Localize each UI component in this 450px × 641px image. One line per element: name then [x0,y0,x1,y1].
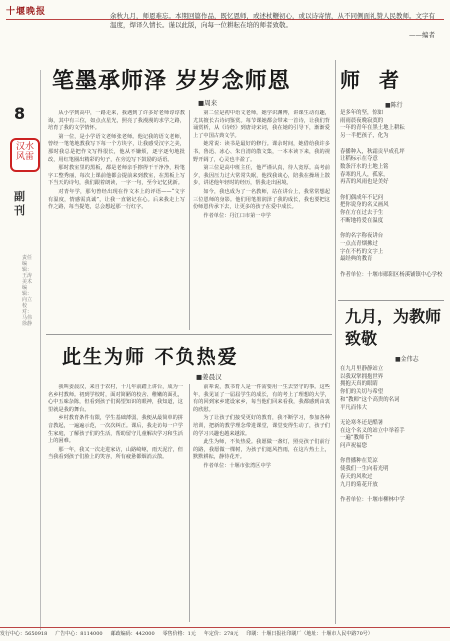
paragraph: 作者单位：十堰市张湾区中学 [203,462,271,469]
poem2-body [340,366,440,505]
page-number: 8 [14,104,26,123]
section-label: 副刊 [14,190,25,217]
left-divider [40,70,41,630]
footer-item: 邮政编码：442000 [110,631,155,637]
poem-line: 数条汗水的土地上铭 [340,163,389,170]
poem2-title: 九月，为教师致敬 [345,307,442,348]
article2-column-1 [48,384,183,622]
poem-line [340,141,440,149]
poem-line: 一年的青年在黑土地上耕耘 [340,125,405,132]
article1-headline: 笔墨承师泽 岁岁念师恩 [52,69,291,94]
poem-line: 无论寒冬还是酷暑 [340,419,384,426]
paragraph: 那时教室里的黑板，都是老师亲手擦得干干净净，粉笔字工整秀丽，每次上课前他都会提前来到教室，在黑板上写下当天的诗句，我们跟着朗读，一字一句，至今记忆犹新。 [48,165,185,187]
editor-credits: 责任编辑：王涛 美术编辑：向立 校对：马伟 徐静 [22,255,33,327]
poem-line: 你们的关切与希望 [340,389,384,396]
paragraph: 如今，我也成为了一名教师，站在讲台上，我常常想起三位恩师的身影。他们用笔墨润泽了我的成长，我也要把这份师恩传承下去，让更多的孩子在爱中成长。 [193,188,330,211]
article1-author: ■周来 [198,99,218,107]
poem-line: 让稻标示在夺意 [340,156,378,163]
poem-line: 另一半把孩子，化为 [340,133,389,140]
poem-line: 雨雨晨夜晚寂寞的 [340,117,384,124]
newspaper-masthead: 十堰晚报 [6,7,47,17]
poem-line: 一点点青烟拂过 [340,240,378,247]
paragraph: 此生为师，不负热爱。我愿做一盏灯，照亮孩子们前行的路，我愿做一棵树，为孩子们遮风挡雨，在这片热土上，默默耕耘，静待花开。 [193,439,330,461]
poem-line: 平凡而伟大 [340,404,367,411]
poem-line: 字在不朽的文字上 [340,248,384,255]
poem-line [340,412,440,420]
paragraph: 第三位是高中班主任，他严谨认真，待人宽厚。高考前夕，我因压力过大常常失眠，他找我谈心，陪我在操场上散步，讲述他年轻时的经历，帮我走出困境。 [193,165,330,187]
poem-line: 再苦的风雨也是美好 [340,179,389,186]
footer-item: 零售价格：1元 [162,631,196,637]
article2-author: ■姜晨汉 [196,373,222,381]
article2-column-2 [193,384,330,622]
poem-line: 在九月里静静站立 [340,366,384,372]
poem-line: 问声祝福您 [340,443,367,450]
poem-line: 春天的风吹过 [340,473,373,480]
poem-line: 不断地将爱在温度 [340,217,384,224]
intro-text: 余秋九月，师恩难忘。本期回篇作品，既忆恩师，或述杖鞭初心，或以诗寄情，从不同侧面礼赞人民教师。文字有温度，焊译久情长。谨以此版，向每一位耕耘在培的师者致敬。 [110,12,435,30]
page-footer [0,627,450,641]
paragraph: 对青年学，那句曾经出现在作文本上的评语——“文字有温度，情感需真诚”，让我一直铭记在心。后来我走上写作之路，每当提笔，总会想起那一行红字。 [48,188,185,211]
poem-line: 你在方在过去于生 [340,210,384,217]
poem-separator [338,300,444,301]
poem-line: 在这个名义的站立中举着手 [340,427,405,434]
paragraph: 她常说：读书是最好的修行。课余时间，她借给我许多书，鲁迅、冰心、朱自清的散文集，一本本读下来，我的视野开阔了，心灵也丰盈了。 [193,141,330,163]
paragraph: 那一年，我又一次走进家访，山路崎岖，雨天泥泞，但当我看到孩子们脸上的笑容，所有疲惫都烟消云散。 [48,446,183,461]
paragraph: 从小学到高中，一路走来，我遇到了许多好老师谆谆教诲，其中有三位，如点点星光，照亮了我漫漫的求学之路，培育了我的文学情怀。 [48,110,185,132]
poem-line: 春播种入，秋霜贡早成孔坪 [340,148,405,155]
poem-line: 你曾播种在荒凉 [340,458,378,465]
article1-column-2 [193,110,330,330]
poem1-title: 师 者 [340,68,405,92]
poem-line: 和“教师”这个高贵的名词 [340,396,400,403]
poem-line: 你们偶成年不记问 [340,194,384,201]
footer-item: 印刷：十堰日报社印刷厂（地址：十堰市人民中路70号） [246,631,373,637]
footer-item: 广告中心：8114000 [55,631,103,637]
footer-item: 发行中心：5650918 [0,631,48,637]
footer-item: 年定价：278元 [203,631,239,637]
intro-signature: ——编者 [409,30,435,39]
article-separator [46,334,332,335]
poem-line [340,187,440,195]
poem-line: 一遍“教师节” [340,435,373,442]
article2-headline: 此生为师 不负热爱 [62,346,239,368]
column-divider [189,384,190,622]
poem-line [340,264,440,272]
poem-line: 是多年的坚，惊如 [340,110,384,116]
poem-line: 把你说身的名义画风 [340,202,389,209]
poem-line: 作者单位：十堰市郧阳区杨溪铺镇中心学校 [340,271,443,278]
paragraph: 第二位是初中语文老师，她学识渊博，讲课生动有趣，尤其擅长古诗词鉴赏。每节课她都会带来一首诗，让我们背诵赏析，从《诗经》到唐诗宋词，我在她的引导下，渐渐爱上了中国古典文学。 [193,110,330,139]
editor-intro [110,12,435,40]
poem-line: 作者单位：十堰市柳林中学 [340,496,405,503]
poem1-author: ■陈行 [385,102,403,109]
paragraph: 作者单位：丹江口市第一中学 [203,212,271,219]
column-seal-logo: 汉水风雷 [10,138,40,172]
paragraph: 我叫姜晨汉，来自于农村，十几年前踏上讲台，成为一名乡村教师。初到学校时，面对简陋的校舍、稚嫩的面孔，心中五味杂陈，但看到孩子们渴望知识的眼神，我知道，这里就是我的舞台。 [48,384,183,413]
paragraph: 前辈说，教书育人是一件需要用一生去坚守的事。这些年，我见证了一届届学生的成长，有的考上了理想的大学，有的回到家乡建设家乡，每当他们回来看我，我都感到由衷的欣慰。 [193,384,330,413]
poem-line: 拥抱天真的眼睛 [340,381,378,388]
poem-line: 九月的菊花开放 [340,481,378,488]
poem-line: 以我双掌拥抱世界 [340,373,384,380]
paragraph: 第一位，是小学语文老师张老师。他记我的语文老师，曾经一笔笔地教我写下每一个方块字，让我感受汉字之美，那时我总是把作文写得很长，他从不嫌烦，逐字逐句地批改，用红笔圈出精彩的句子，在旁边写下鼓励的话语。 [48,133,185,163]
right-column-divider [335,60,336,624]
paragraph: 为了让孩子们接受更好的教育，我不断学习，参加各种培训，把新的教学理念带进课堂，课堂变得生动了，孩子们的学习兴趣也越来越浓。 [193,415,330,437]
poem1-body [340,110,443,279]
paragraph: 乡村教育条件有限，学生基础薄弱，我便从最简单的拼音教起，一遍遍示范，一次次纠正。课后，我走访每一户学生家庭，了解孩子们的生活，帮助留守儿童解决学习和生活上的困难。 [48,415,183,445]
poem-line: 你的名字称夜讲台 [340,233,384,240]
poem-line [340,489,440,497]
poem-line: 最经典的教育 [340,256,373,263]
poem-line: 使我们一生向着光明 [340,466,389,473]
poem2-author: ■金伟志 [395,356,419,363]
column-divider [189,110,190,330]
article1-column-1 [48,110,185,330]
poem-line: 春寒的凡人，孤家， [340,171,389,178]
